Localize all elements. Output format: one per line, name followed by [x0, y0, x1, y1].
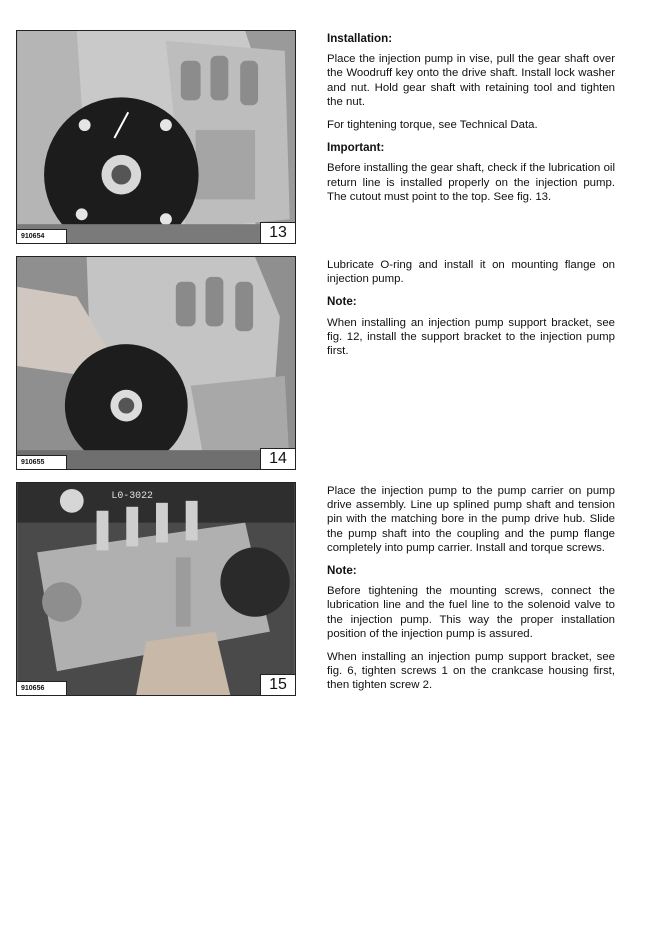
- figure-13-photo: [17, 31, 295, 243]
- o-ring-paragraph: Lubricate O-ring and install it on mounting flange on injection pump.: [327, 259, 615, 286]
- placement-paragraph: Place the injection pump to the pump carrier on pump drive assembly. Line up splined pump shaft and tension pin with the matching bore in the pump drive hub. Slide the pump shaft into the coupling and the pump flange completely into pump carrier. Install and torque screws.: [327, 485, 615, 554]
- figure-13: [16, 30, 296, 244]
- note-paragraph: Before tightening the mounting screws, connect the lubrication line and the fuel line to the solenoid valve to the injection pump. This way the proper installation position of the injection pump is assured.: [327, 585, 615, 640]
- important-paragraph: Before installing the gear shaft, check if the lubrication oil return line is installed properly on the injection pump. The cutout must point to the top. See fig. 13.: [327, 162, 615, 203]
- support-bracket-paragraph: When installing an injection pump support bracket, see fig. 6, tighten screws 1 on the crankcase housing first, then tighten screw 2.: [327, 651, 615, 692]
- note-paragraph: When installing an injection pump support bracket, see fig. 12, install the support bracket to the injection pump first.: [327, 316, 615, 358]
- figure-number: 14: [260, 448, 295, 469]
- section-installation: [327, 32, 615, 213]
- figure-14-photo: [17, 257, 295, 469]
- figure-number: 15: [260, 674, 295, 695]
- figure-number: 13: [260, 222, 295, 243]
- note-heading: Note:: [327, 295, 357, 309]
- figure-code: 910654: [17, 229, 67, 243]
- engine-marking: L0-3022: [111, 489, 153, 501]
- figure-code: 910655: [17, 455, 67, 469]
- figure-code: 910656: [17, 681, 67, 695]
- figure-14: [16, 256, 296, 470]
- section-o-ring: [327, 258, 615, 367]
- section-pump-placement: [327, 484, 615, 702]
- torque-reference: For tightening torque, see Technical Data.: [327, 119, 538, 132]
- installation-heading: Installation:: [327, 32, 393, 45]
- figure-15: [16, 482, 296, 696]
- installation-paragraph: Place the injection pump in vise, pull the gear shaft over the Woodruff key onto the drive shaft. Install lock washer and nut. Hold gear shaft with retaining tool and tighten the nut.: [327, 53, 615, 108]
- note-heading: Note:: [327, 564, 357, 578]
- important-heading: Important:: [327, 141, 385, 155]
- figure-15-photo: [17, 483, 295, 695]
